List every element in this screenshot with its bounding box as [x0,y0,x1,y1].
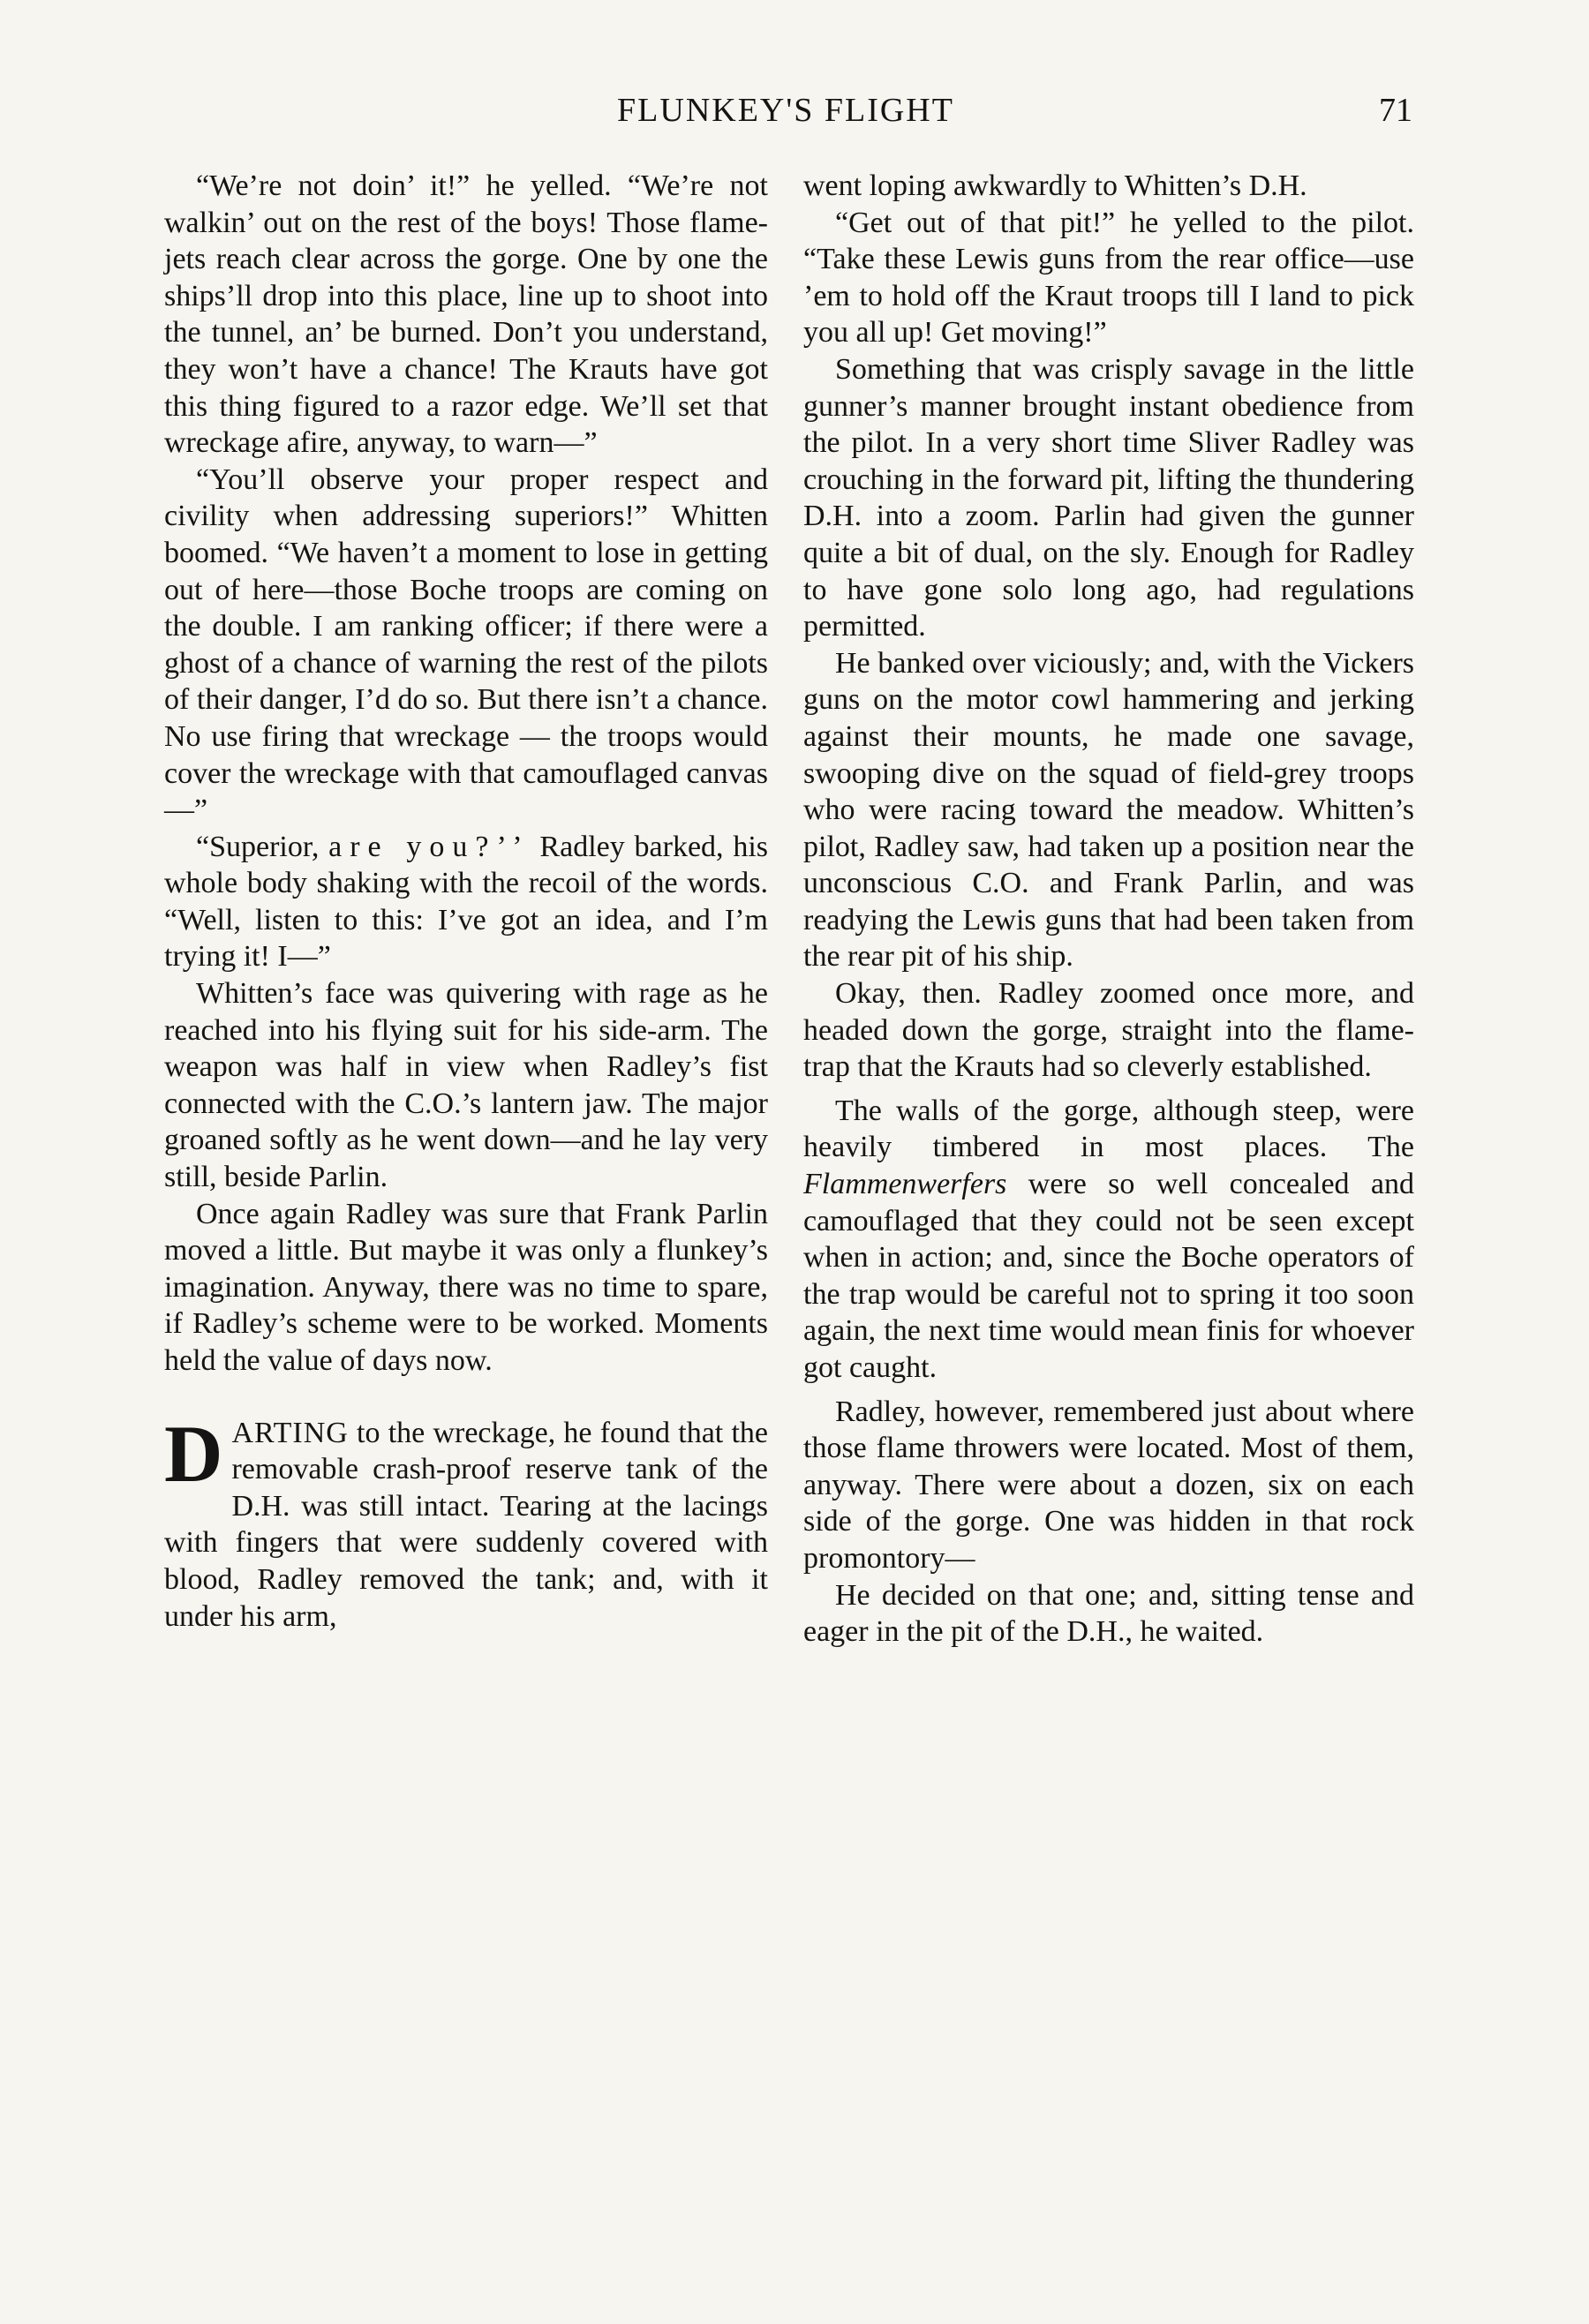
paragraph: Whitten’s face was quivering with rage as he reached into his flying suit for his side-arm. The weapon was half in view when Radley’s fist connected with the C.O.’s lantern jaw. The major groaned softly as he went down—and he lay very still, beside Parlin. [164,977,768,1194]
running-title: FLUNKEY'S FLIGHT [617,92,954,129]
drop-cap: D [164,1408,223,1499]
paragraph-text: were so well concealed and camouflaged that they could not be seen except when in action; and, since the Boche operators of the trap would be careful not to spring it too soon again, the next time would mean finis for whoever got caught. [803,1168,1414,1384]
left-column [164,168,768,1635]
paragraph: Radley, however, remembered just about where those flame throwers were located. Most of them, anyway. There were about a dozen, six on each side of the gorge. One was hidden in that rock promontory— [803,1395,1414,1575]
paragraph: “Get out of that pit!” he yelled to the pilot. “Take these Lewis guns from the rear office—use ’em to hold off the Kraut troops till I land to pick you all up! Get moving!” [803,206,1414,350]
section-opening-paragraph [164,1408,768,1636]
paragraph: Okay, then. Radley zoomed once more, and headed down the gorge, straight into the flame-trap that the Krauts had so cleverly established. [803,977,1414,1084]
page-number: 71 [1379,92,1412,129]
italic-term: Flammenwerfers [803,1168,1007,1201]
paragraph-text: Radley barked, his whole body shaking with the recoil of the words. “Well, listen to this: I’ve got an idea, and I’m trying it! I—” [164,830,768,974]
paragraph-text: The walls of the gorge, although steep, were heavily timbered in most places. The [803,1094,1414,1164]
paragraph: “You’ll observe your proper respect and civility when addressing superiors!” Whitten boomed. “We haven’t a moment to lose in getting out of here—those Boche troops are coming on the double. I am ranking officer; if there were a ghost of a chance of warning the rest of the pilots of their danger, I’d do so. But there isn’t a chance. No use firing that wreckage — the troops would cover the wreckage with that camouflaged canvas—” [164,463,768,827]
right-column [803,168,1414,1651]
paragraph-text: to the wreckage, he found that the removable crash-proof reserve tank of the D.H. was still intact. Tearing at the lacings with fingers that were suddenly covered with blood, Radley removed the tank; and, with it under his arm, [164,1416,768,1633]
paragraph: He decided on that one; and, sitting tense and eager in the pit of the D.H., he waited. [803,1578,1414,1649]
paragraph: Something that was crisply savage in the little gunner’s manner brought instant obedience from the pilot. In a very short time Sliver Radley was crouching in the forward pit, lifting the thundering D.H. into a zoom. Parlin had given the gunner quite a bit of dual, on the sly. Enough for Radley to have gone solo long ago, had regulations permitted. [803,352,1414,643]
spaced-emphasis: are you?’’ [328,830,531,863]
lead-in-caps: ARTING [231,1416,349,1449]
paragraph [164,829,768,975]
running-head [159,91,1412,135]
continued-paragraph: went loping awkwardly to Whitten’s D.H. [803,169,1307,202]
paragraph: Once again Radley was sure that Frank Parlin moved a little. But maybe it was only a flunkey’s imagination. Anyway, there was no time to spare, if Radley’s scheme were to be worked. Moments held the value of days now. [164,1197,768,1377]
paragraph-text: “Superior, [196,830,320,863]
paragraph: “We’re not doin’ it!” he yelled. “We’re not walkin’ out on the rest of the boys! Those flame-jets reach clear across the gorge. One by one the ships’ll drop into this place, line up to shoot into the tunnel, an’ be burned. Don’t you understand, they won’t have a chance! The Krauts have got this thing figured to a razor edge. We’ll set that wreckage afire, anyway, to warn—” [164,169,768,460]
paragraph: He banked over viciously; and, with the Vickers guns on the motor cowl hammering and jerking against their mounts, he made one savage, swooping dive on the squad of field-grey troops who were racing toward the meadow. Whitten’s pilot, Radley saw, had taken up a position near the unconscious C.O. and Frank Parlin, and was readying the Lewis guns that had been taken from the rear pit of his ship. [803,646,1414,974]
paragraph [803,1093,1414,1387]
